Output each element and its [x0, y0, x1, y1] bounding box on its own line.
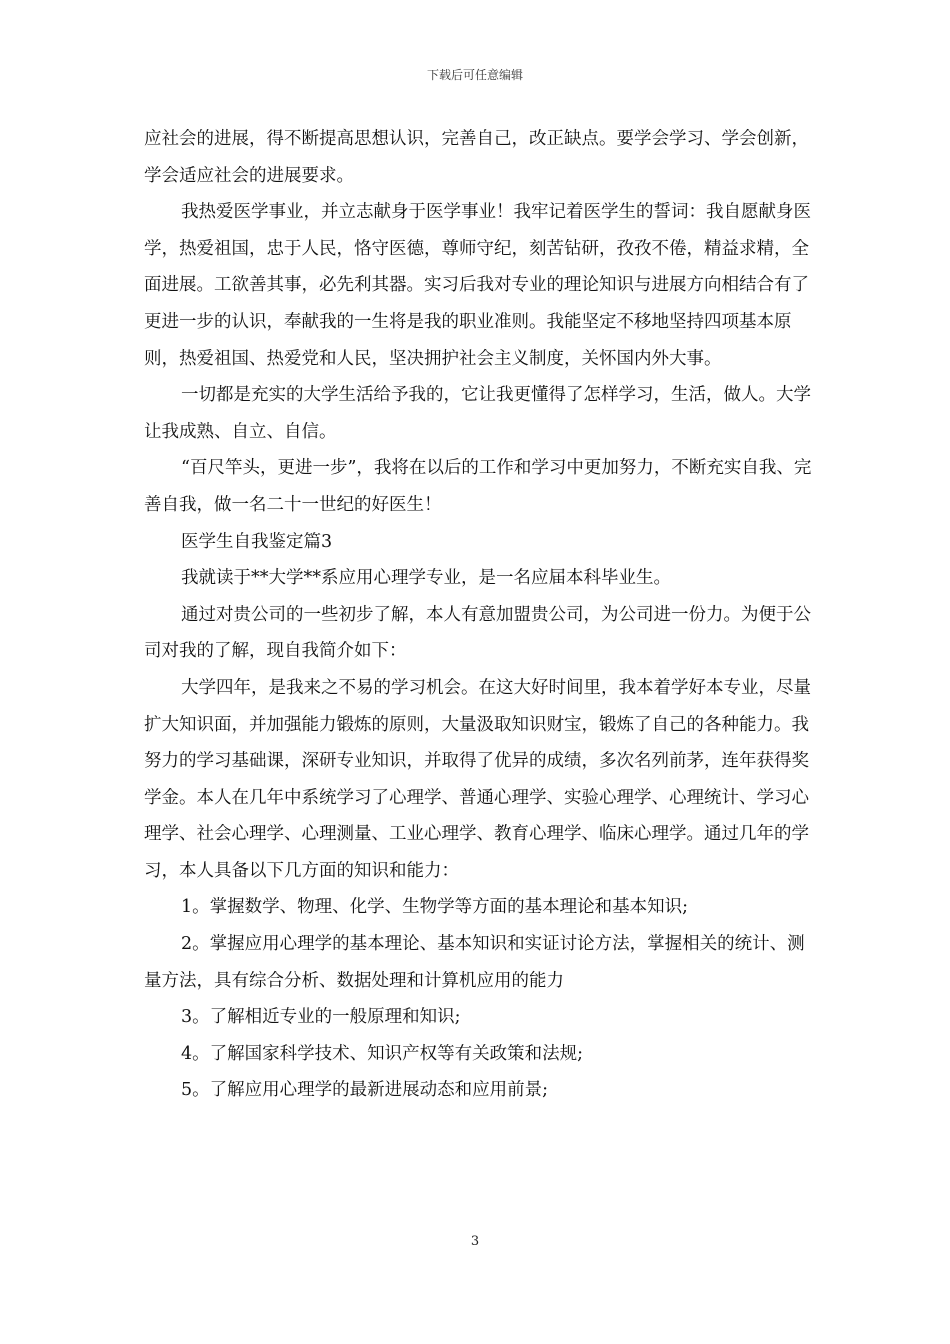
paragraph: 一切都是充实的大学生活给予我的，它让我更懂得了怎样学习，生活，做人。大学让我成熟、自立、自信。	[144, 385, 811, 442]
list-item: 4。了解国家科学技术、知识产权等有关政策和法规;	[181, 1043, 584, 1064]
list-item: 1。掌握数学、物理、化学、生物学等方面的基本理论和基本知识;	[181, 897, 689, 918]
list-item: 2。掌握应用心理学的基本理论、基本知识和实证讨论方法，掌握相关的统计、测量方法，具有综合分析、数据处理和计算机应用的能力	[144, 934, 805, 991]
list-item: 3。了解相近专业的一般原理和知识;	[181, 1007, 461, 1028]
paragraph: “百尺竿头，更进一步”，我将在以后的工作和学习中更加努力，不断充实自我、完善自我，做一名二十一世纪的好医生！	[144, 458, 812, 515]
paragraph: 通过对贵公司的一些初步了解，本人有意加盟贵公司，为公司进一份力。为便于公司对我的了解，现自我简介如下：	[144, 604, 811, 662]
body-text	[144, 121, 812, 1109]
page-header: 下载后可任意编辑	[426, 68, 523, 82]
paragraph: 大学四年，是我来之不易的学习机会。在这大好时间里，我本着学好本专业，尽量扩大知识面，并加强能力锻炼的原则，大量汲取知识财宝，锻炼了自己的各种能力。我努力的学习基础课，深研专业知识，并取得了优异的成绩，多次名列前茅，连年获得奖学金。本人在几年中系统学习了心理学、普通心理学、实验心理学、心理统计、学习心理学、社会心理学、心理测量、工业心理学、教育心理学、临床心理学。通过几年的学习，本人具备以下几方面的知识和能力：	[144, 677, 811, 881]
paragraph: 我就读于**大学**系应用心理学专业，是一名应届本科毕业生。	[181, 568, 671, 589]
section-heading: 医学生自我鉴定篇3	[181, 531, 333, 552]
page-number: 3	[470, 1234, 480, 1249]
paragraph: 我热爱医学事业，并立志献身于医学事业！我牢记着医学生的誓词：我自愿献身医学，热爱祖国，忠于人民，恪守医德，尊师守纪，刻苦钻研，孜孜不倦，精益求精，全面进展。工欲善其事，必先利其器。实习后我对专业的理论知识与进展方向相结合有了更进一步的认识，奉献我的一生将是我的职业准则。我能坚定不移地坚持四项基本原则，热爱祖国、热爱党和人民，坚决拥护社会主义制度，关怀国内外大事。	[144, 202, 811, 369]
list-item: 5。了解应用心理学的最新进展动态和应用前景;	[181, 1080, 549, 1101]
paragraph: 应社会的进展，得不断提高思想认识，完善自己，改正缺点。要学会学习、学会创新，学会适应社会的进展要求。	[144, 129, 809, 186]
